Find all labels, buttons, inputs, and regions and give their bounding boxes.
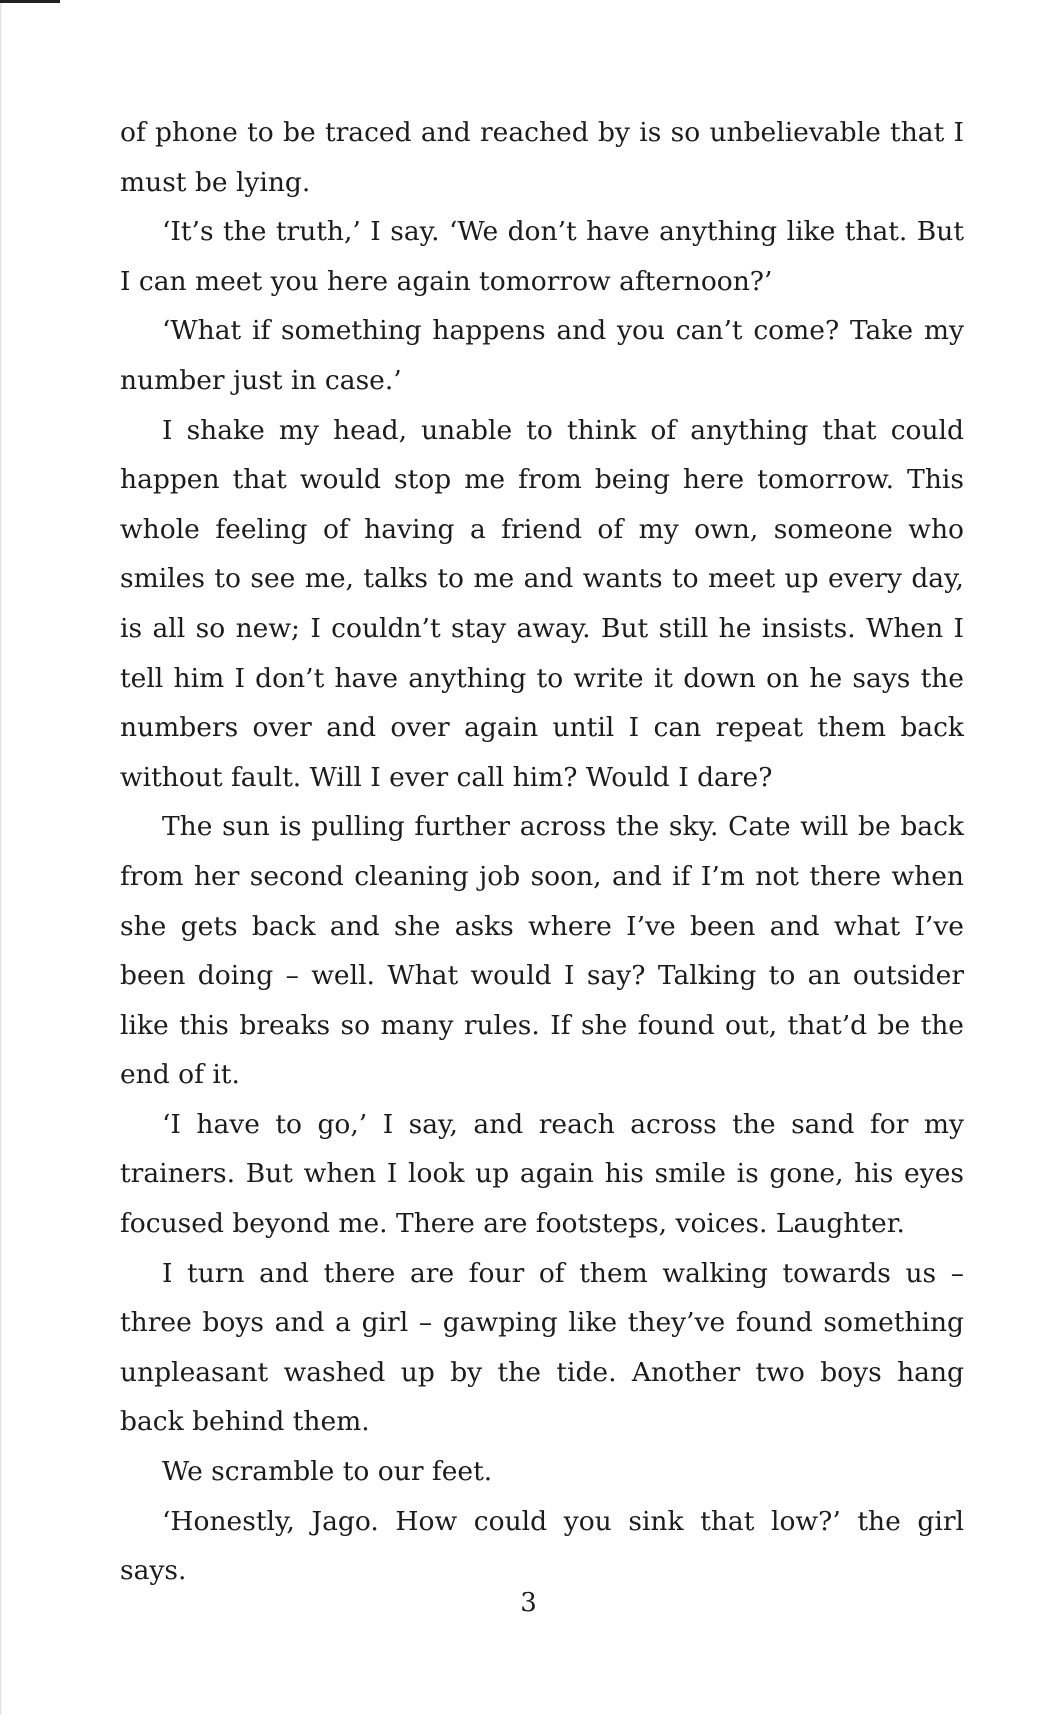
body-text bbox=[120, 108, 964, 1596]
paragraph: I shake my head, unable to think of anything that could happen that would stop me from being here tomorrow. This whole feeling of having a friend of my own, someone who smiles to see me, talks to me and wants to meet up every day, is all so new; I couldn’t stay away. But still he insists. When I tell him I don’t have anything to write it down on he says the numbers over and over again until I can repeat them back without fault. Will I ever call him? Would I dare? bbox=[120, 414, 964, 793]
page-edge-shadow bbox=[0, 0, 2, 1715]
page-number: 3 bbox=[520, 1588, 537, 1618]
top-edge-mark bbox=[0, 0, 60, 3]
paragraph: The sun is pulling further across the sky. Cate will be back from her second cleaning job soon, and if I’m not there when she gets back and she asks where I’ve been and what I’ve been doing – well. What would I say? Talking to an outsider like this breaks so many rules. If she found out, that’d be the end of it. bbox=[120, 811, 964, 1091]
paragraph: I turn and there are four of them walking towards us – three boys and a girl – gawping like they’ve found something unpleasant washed up by the tide. Another two boys hang back behind them. bbox=[120, 1257, 964, 1438]
paragraph: ‘It’s the truth,’ I say. ‘We don’t have anything like that. But I can meet you here again tomorrow afternoon?’ bbox=[120, 216, 964, 297]
paragraph: ‘What if something happens and you can’t come? Take my number just in case.’ bbox=[120, 315, 964, 396]
paragraph: ‘Honestly, Jago. How could you sink that low?’ the girl says. bbox=[120, 1505, 964, 1587]
paragraph-continuation: of phone to be traced and reached by is so unbelievable that I must be lying. bbox=[120, 117, 964, 198]
paragraph: We scramble to our feet. bbox=[162, 1456, 493, 1488]
paragraph: ‘I have to go,’ I say, and reach across the sand for my trainers. But when I look up again his smile is gone, his eyes focused beyond me. There are footsteps, voices. Laughter. bbox=[120, 1108, 964, 1240]
